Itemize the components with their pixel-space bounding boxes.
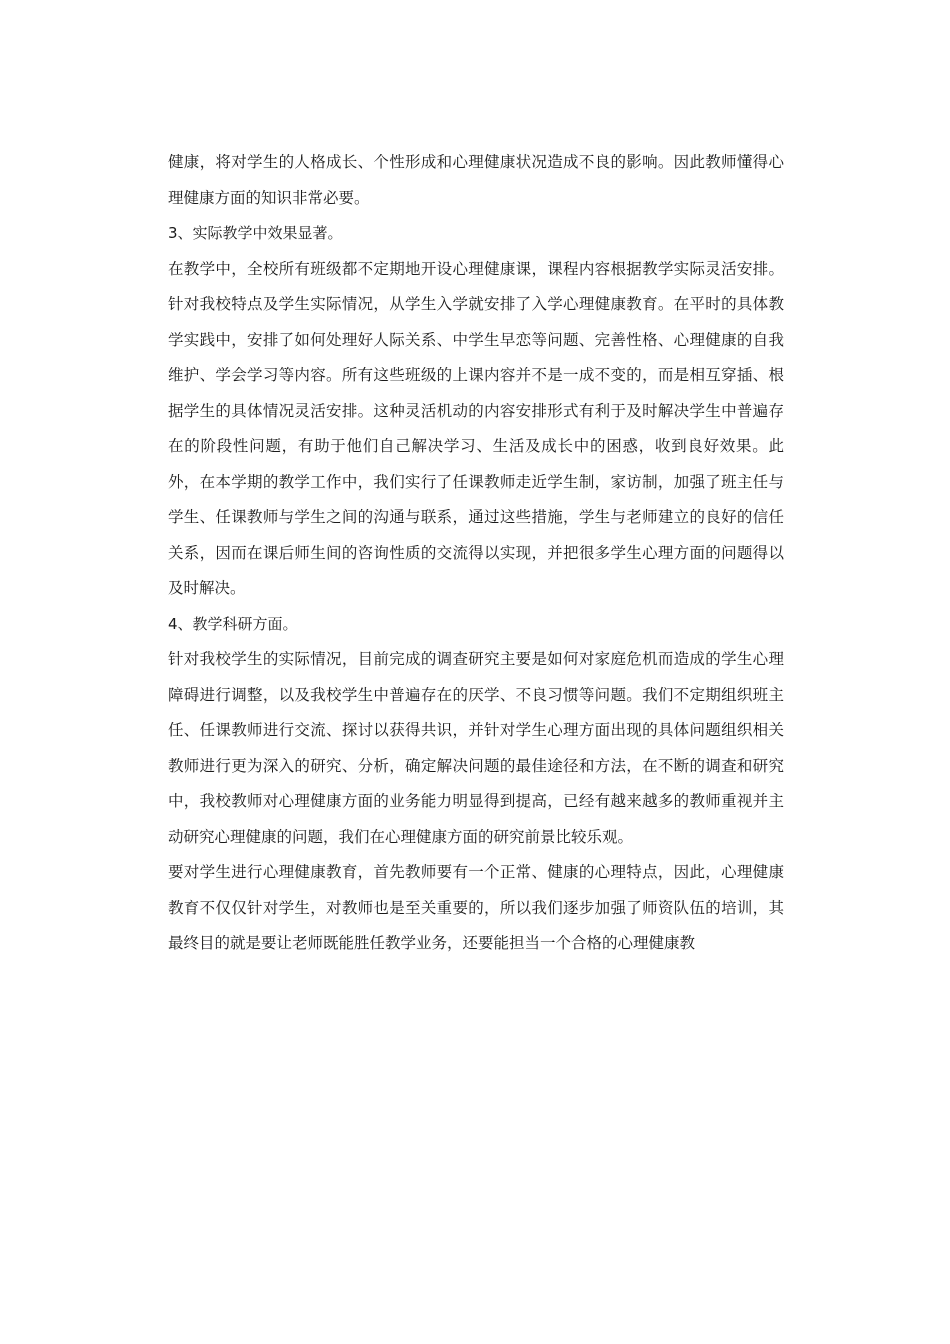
paragraph-research: 针对我校学生的实际情况，目前完成的调查研究主要是如何对家庭危机而造成的学生心理障碍进行调整，以及我校学生中普遍存在的厌学、不良习惯等问题。我们不定期组织班主任、任课教师进行交流、探讨以获得共识，并针对学生心理方面出现的具体问题组织相关教师进行更为深入的研究、分析，确定解决问题的最佳途径和方法，在不断的调查和研究中，我校教师对心理健康方面的业务能力明显得到提高，已经有越来越多的教师重视并主动研究心理健康的问题，我们在心理健康方面的研究前景比较乐观。 — [168, 650, 784, 846]
paragraph-teaching-practice: 在教学中，全校所有班级都不定期地开设心理健康课，课程内容根据教学实际灵活安排。针对我校特点及学生实际情况，从学生入学就安排了入学心理健康教育。在平时的具体教学实践中，安排了如何处理好人际关系、中学生早恋等问题、完善性格、心理健康的自我维护、学会学习等内容。所有这些班级的上课内容并不是一成不变的，而是相互穿插、根据学生的具体情况灵活安排。这种灵活机动的内容安排形式有利于及时解决学生中普遍存在的阶段性问题，有助于他们自己解决学习、生活及成长中的困惑，收到良好效果。此外，在本学期的教学工作中，我们实行了任课教师走近学生制，家访制，加强了班主任与学生、任课教师与学生之间的沟通与联系，通过这些措施，学生与老师建立的良好的信任关系，因而在课后师生间的咨询性质的交流得以实现，并把很多学生心理方面的问题得以及时解决。 — [168, 259, 784, 597]
paragraph-teacher-training: 要对学生进行心理健康教育，首先教师要有一个正常、健康的心理特点，因此，心理健康教育不仅仅针对学生，对教师也是至关重要的，所以我们逐步加强了师资队伍的培训，其最终目的就是要让老师既能胜任教学业务，还要能担当一个合格的心理健康教 — [168, 863, 784, 952]
document-body — [168, 145, 784, 962]
section-heading-3: 3、实际教学中效果显著。 — [168, 224, 343, 242]
paragraph-intro-continued: 健康，将对学生的人格成长、个性形成和心理健康状况造成不良的影响。因此教师懂得心理健康方面的知识非常必要。 — [168, 153, 784, 207]
section-heading-4: 4、教学科研方面。 — [168, 614, 298, 633]
